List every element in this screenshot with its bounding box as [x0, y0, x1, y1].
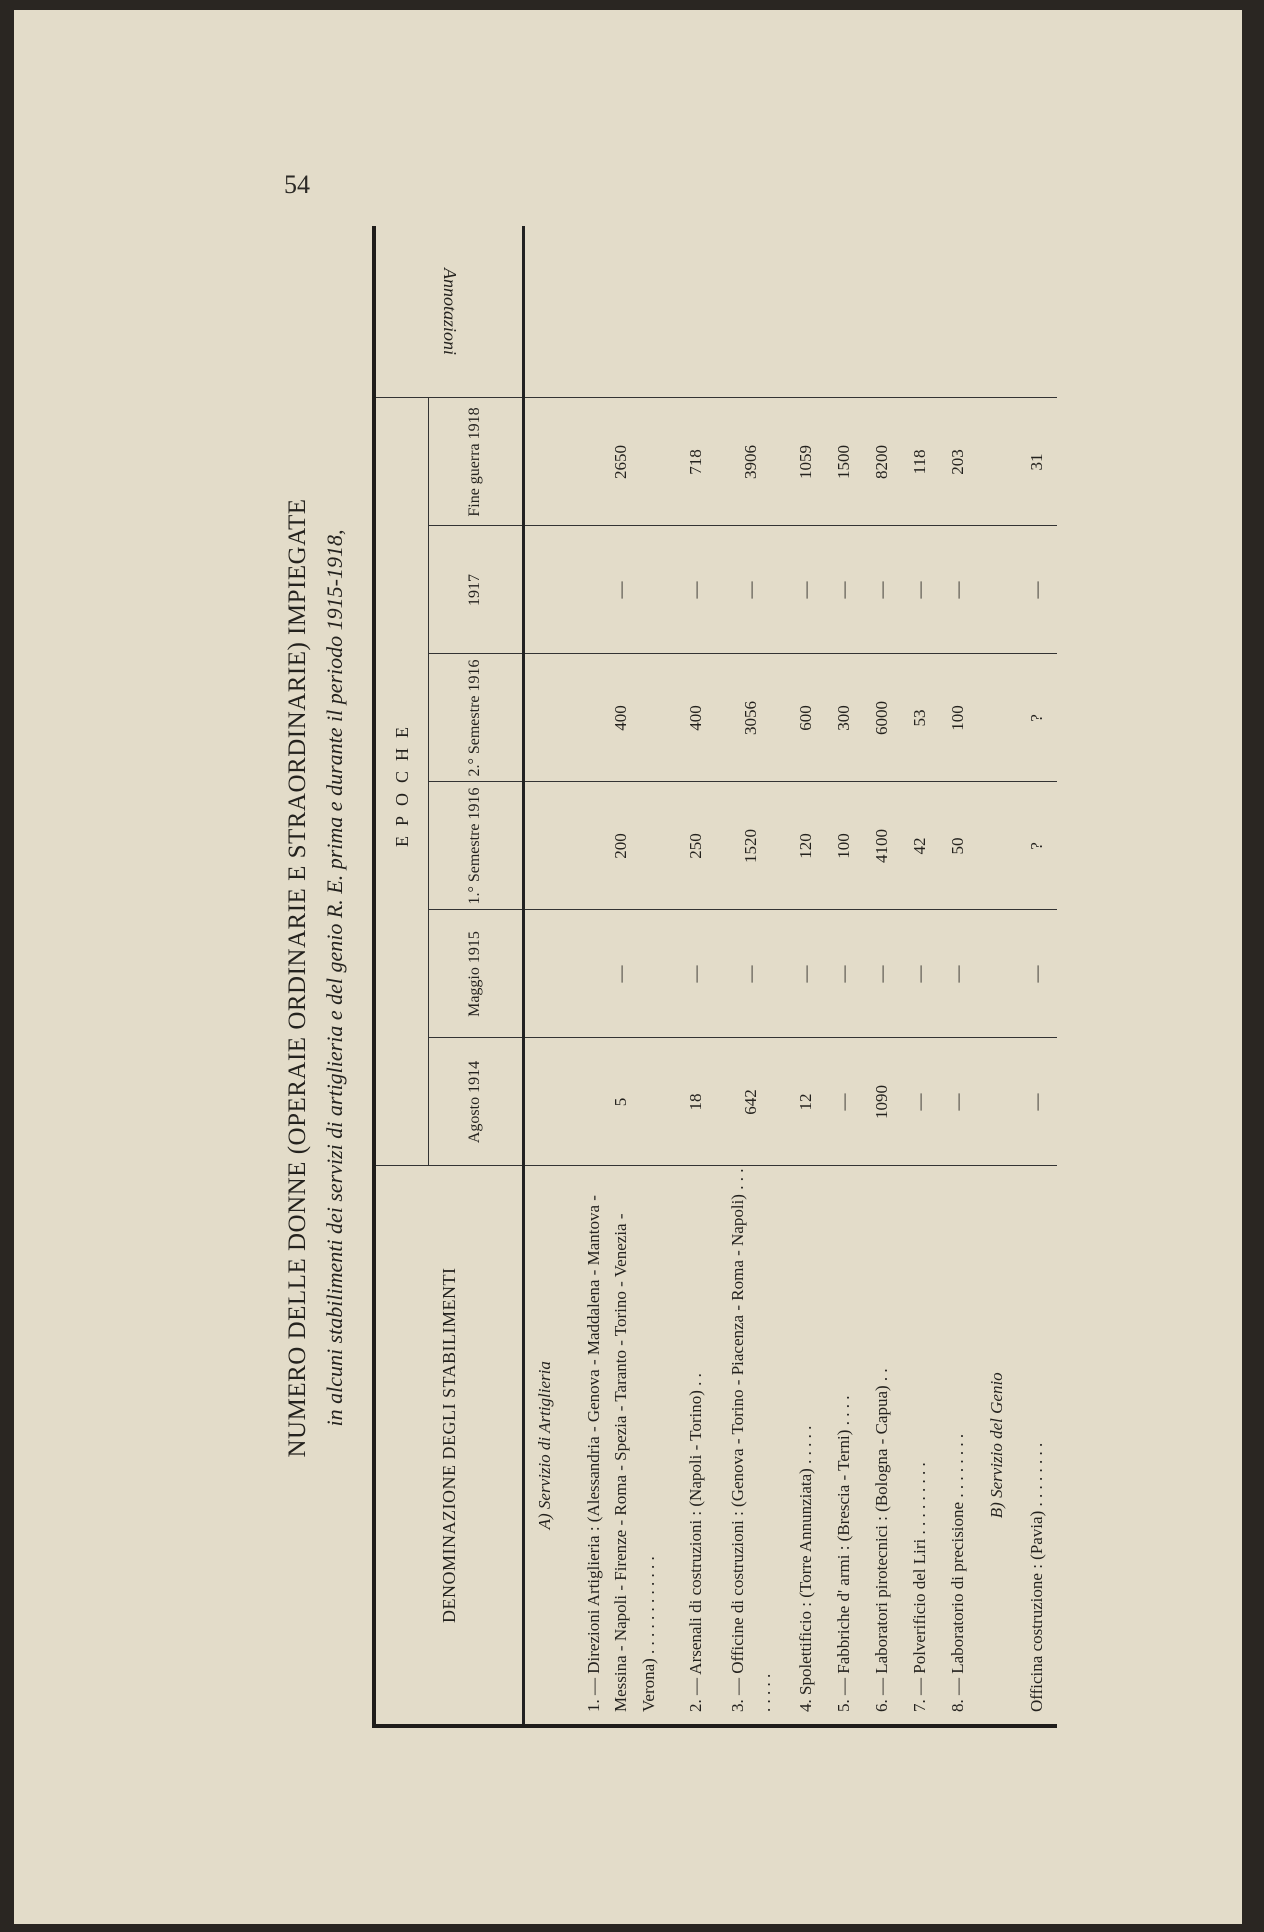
row-name: 1. — Direzioni Artiglieria : (Alessandria - Genova - Maddalena - Mantova - Messina - Napoli - Firenze - Roma - Spezia - Taranto - Torino - Venezia - Verona) . . . . . . . . . . . .	[565, 1166, 677, 1726]
table-title: NUMERO DELLE DONNE (OPERAIE ORDINARIE E STRAORDINARIE) IMPIEGATE	[284, 498, 311, 1458]
row-name: 8. — Laboratorio di precisione . . . . . . . .	[939, 1166, 977, 1726]
row-name: 5. — Fabbriche d' armi : (Brescia - Terni) . . . .	[825, 1166, 863, 1726]
cell-value: 642	[715, 1038, 787, 1166]
cell-value: —	[939, 1038, 977, 1166]
col-header-maggio-1915: Maggio 1915	[429, 910, 524, 1038]
cell-value: 18	[677, 1038, 715, 1166]
col-header-fine-guerra-1918: Fine guerra 1918	[429, 398, 524, 526]
row-name: 4. Spolettificio : (Torre Annunziata) . . . . .	[787, 1166, 825, 1726]
table-row	[715, 226, 787, 1726]
cell-value: 5	[565, 1038, 677, 1166]
row-name: 7. — Polverificio del Liri . . . . . . . . .	[901, 1166, 939, 1726]
cell-value: —	[787, 910, 825, 1038]
page-number: 54	[284, 170, 310, 199]
cell-value: —	[715, 526, 787, 654]
cell-value: 118	[901, 398, 939, 526]
cell-value: 200	[565, 782, 677, 910]
cell-value: 2650	[565, 398, 677, 526]
notes-header-label: Annotazioni	[439, 268, 460, 356]
table-row	[565, 226, 677, 1726]
col-header-sem1-1916: 1.° Semestre 1916	[429, 782, 524, 910]
document-page	[14, 10, 1242, 1924]
cell-value: —	[939, 526, 977, 654]
cell-value: —	[715, 910, 787, 1038]
cell-value: —	[825, 526, 863, 654]
cell-value: —	[1017, 910, 1057, 1038]
cell-value: 250	[677, 782, 715, 910]
cell-value: 1520	[715, 782, 787, 910]
row-name: 2. — Arsenali di costruzioni : (Napoli - Torino) . .	[677, 1166, 715, 1726]
cell-value: —	[1017, 526, 1057, 654]
cell-value: 50	[939, 782, 977, 910]
table-row	[901, 226, 939, 1726]
table-row	[1017, 226, 1057, 1726]
cell-value: —	[825, 910, 863, 1038]
cell-value: —	[677, 526, 715, 654]
cell-value: 400	[677, 654, 715, 782]
cell-value: —	[565, 910, 677, 1038]
cell-value: —	[901, 1038, 939, 1166]
table-row	[939, 226, 977, 1726]
table-row	[825, 226, 863, 1726]
row-name: 6. — Laboratori pirotecnici : (Bologna - Capua) . .	[863, 1166, 901, 1726]
cell-value: 1090	[863, 1038, 901, 1166]
rotated-content	[284, 228, 1134, 1728]
cell-value: 4100	[863, 782, 901, 910]
cell-value: 31	[1017, 398, 1057, 526]
cell-value: —	[1017, 1038, 1057, 1166]
cell-value: —	[787, 526, 825, 654]
cell-value: 1059	[787, 398, 825, 526]
cell-value: 300	[825, 654, 863, 782]
table-row	[787, 226, 825, 1726]
cell-value: —	[677, 910, 715, 1038]
table-subtitle: in alcuni stabilimenti dei servizi di artiglieria e del genio R. E. prima e durante il periodo 1915-1918,	[322, 529, 347, 1427]
row-name: Officina costruzione : (Pavia) . . . . . . . .	[1017, 1166, 1057, 1726]
cell-value: ?	[1017, 782, 1057, 910]
cell-value: —	[565, 526, 677, 654]
cell-value: 718	[677, 398, 715, 526]
cell-value: 3906	[715, 398, 787, 526]
cell-value: —	[939, 910, 977, 1038]
section-artiglieria: A) Servizio di Artiglieria	[524, 1166, 566, 1726]
cell-value: 100	[825, 782, 863, 910]
section-genio: B) Servizio del Genio	[977, 1166, 1017, 1726]
cell-value: ?	[1017, 654, 1057, 782]
col-header-agosto-1914: Agosto 1914	[429, 1038, 524, 1166]
cell-value: 53	[901, 654, 939, 782]
cell-value: 8200	[863, 398, 901, 526]
table-row	[677, 226, 715, 1726]
cell-value: 400	[565, 654, 677, 782]
cell-value: 6000	[863, 654, 901, 782]
cell-value: 1500	[825, 398, 863, 526]
cell-value: 42	[901, 782, 939, 910]
epoche-header: EPOCHE	[374, 398, 429, 1166]
cell-value: 12	[787, 1038, 825, 1166]
table-row	[863, 226, 901, 1726]
women-workers-table	[372, 226, 1057, 1728]
cell-value: 3056	[715, 654, 787, 782]
cell-value: 120	[787, 782, 825, 910]
col-header-1917: 1917	[429, 526, 524, 654]
notes-column-header	[374, 226, 524, 398]
cell-value: —	[825, 1038, 863, 1166]
cell-value: —	[863, 910, 901, 1038]
row-name: 3. — Officine di costruzioni : (Genova - Torino - Piacenza - Roma - Napoli) . . . . . . . .	[715, 1166, 787, 1726]
cell-value: —	[863, 526, 901, 654]
name-column-header: DENOMINAZIONE DEGLI STABILIMENTI	[374, 1166, 524, 1726]
cell-value: 203	[939, 398, 977, 526]
col-header-sem2-1916: 2.° Semestre 1916	[429, 654, 524, 782]
cell-value: 100	[939, 654, 977, 782]
cell-value: —	[901, 910, 939, 1038]
cell-value: —	[901, 526, 939, 654]
cell-value: 600	[787, 654, 825, 782]
